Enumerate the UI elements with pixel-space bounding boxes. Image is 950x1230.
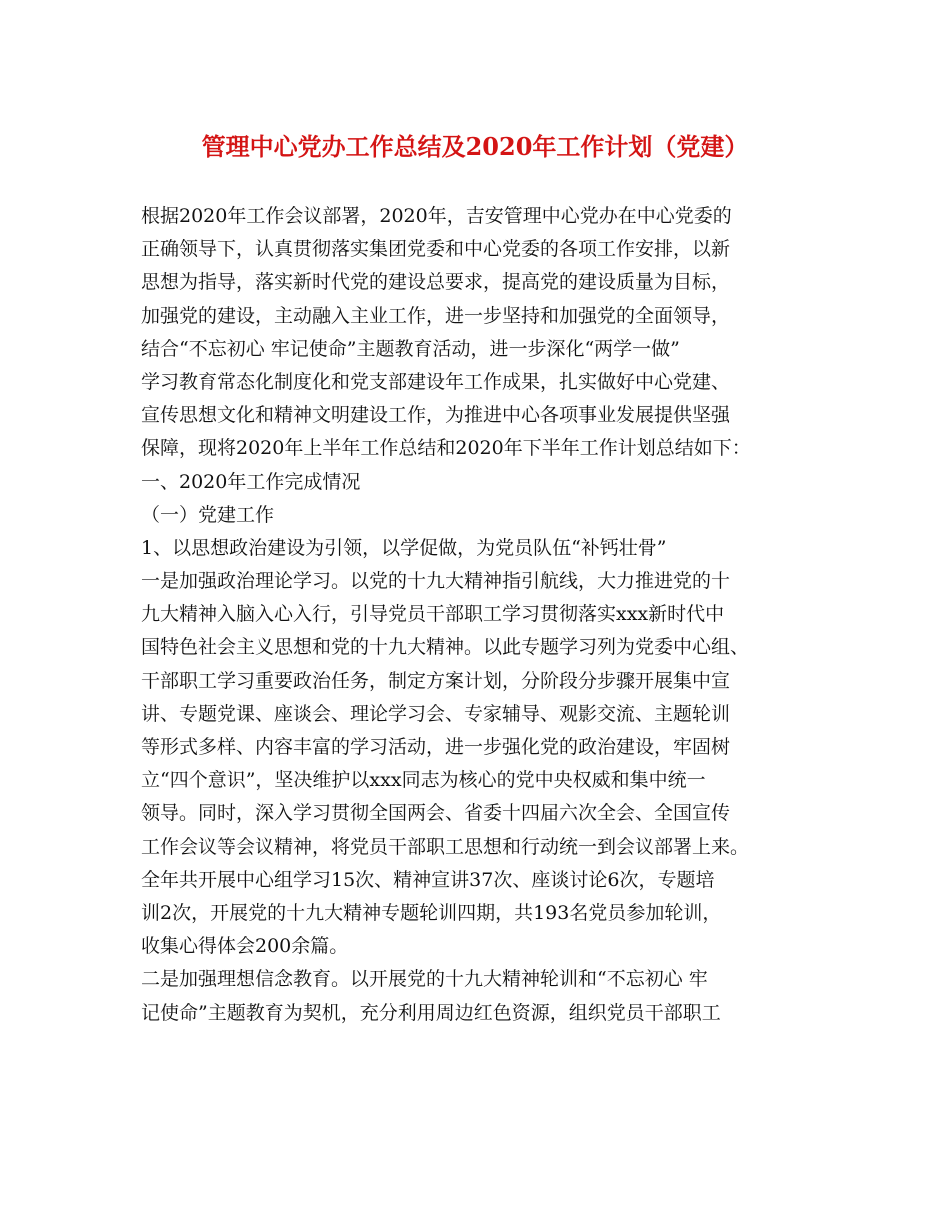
body-line: 全年共开展中心组学习15次、精神宣讲37次、座谈讨论6次，专题培: [141, 868, 715, 891]
body-line: 收集心得体会200余篇。: [141, 935, 349, 958]
body-line: 记使命”主题教育为契机，充分利用周边红色资源，组织党员干部职工: [141, 1001, 721, 1024]
body-line: 训2次，开展党的十九大精神专题轮训四期，共193名党员参加轮训，: [141, 901, 722, 924]
body-line: 领导。同时，深入学习贯彻全国两会、省委十四届六次全会、全国宣传: [141, 802, 731, 825]
body-line: 学习教育常态化制度化和党支部建设年工作成果，扎实做好中心党建、: [141, 370, 731, 393]
body-line: 宣传思想文化和精神文明建设工作，为推进中心各项事业发展提供坚强: [141, 404, 731, 427]
document-title: 管理中心党办工作总结及2020年工作计划（党建）: [201, 132, 749, 161]
body-line: 等形式多样、内容丰富的学习活动，进一步强化党的政治建设，牢固树: [141, 736, 731, 758]
subsection-heading: （一）党建工作: [141, 503, 275, 526]
document-body: [141, 200, 831, 1030]
body-line: 正确领导下，认真贯彻落实集团党委和中心党委的各项工作安排，以新: [141, 238, 731, 261]
body-line: 思想为指导，落实新时代党的建设总要求，提高党的建设质量为目标，: [141, 271, 731, 294]
body-line: 结合“不忘初心 牢记使命”主题教育活动，进一步深化“两学一做”: [141, 337, 680, 360]
body-line: 保障，现将2020年上半年工作总结和2020年下半年工作计划总结如下：: [141, 437, 751, 460]
body-line: 立“四个意识”，坚决维护以xxx同志为核心的党中央权威和集中统一: [141, 769, 706, 792]
body-line: 讲、专题党课、座谈会、理论学习会、专家辅导、观影交流、主题轮训: [141, 702, 731, 725]
body-line: 干部职工学习重要政治任务，制定方案计划，分阶段分步骤开展集中宣: [141, 669, 731, 692]
body-line: 国特色社会主义思想和党的十九大精神。以此专题学习列为党委中心组、: [141, 636, 750, 659]
item-heading: 1、以思想政治建设为引领，以学促做，为党员队伍“补钙壮骨”: [141, 536, 667, 559]
body-line: 一是加强政治理论学习。以党的十九大精神指引航线，大力推进党的十: [141, 570, 731, 593]
section-heading: 一、2020年工作完成情况: [141, 470, 361, 493]
body-line: 根据2020年工作会议部署，2020年，吉安管理中心党办在中心党委的: [141, 205, 732, 227]
body-line: 工作会议等会议精神，将党员干部职工思想和行动统一到会议部署上来。: [141, 835, 750, 858]
body-line: 二是加强理想信念教育。以开展党的十九大精神轮训和“不忘初心 牢: [141, 968, 708, 991]
body-line: 九大精神入脑入心入行，引导党员干部职工学习贯彻落实xxx新时代中: [141, 603, 725, 626]
body-line: 加强党的建设，主动融入主业工作，进一步坚持和加强党的全面领导，: [141, 304, 731, 327]
